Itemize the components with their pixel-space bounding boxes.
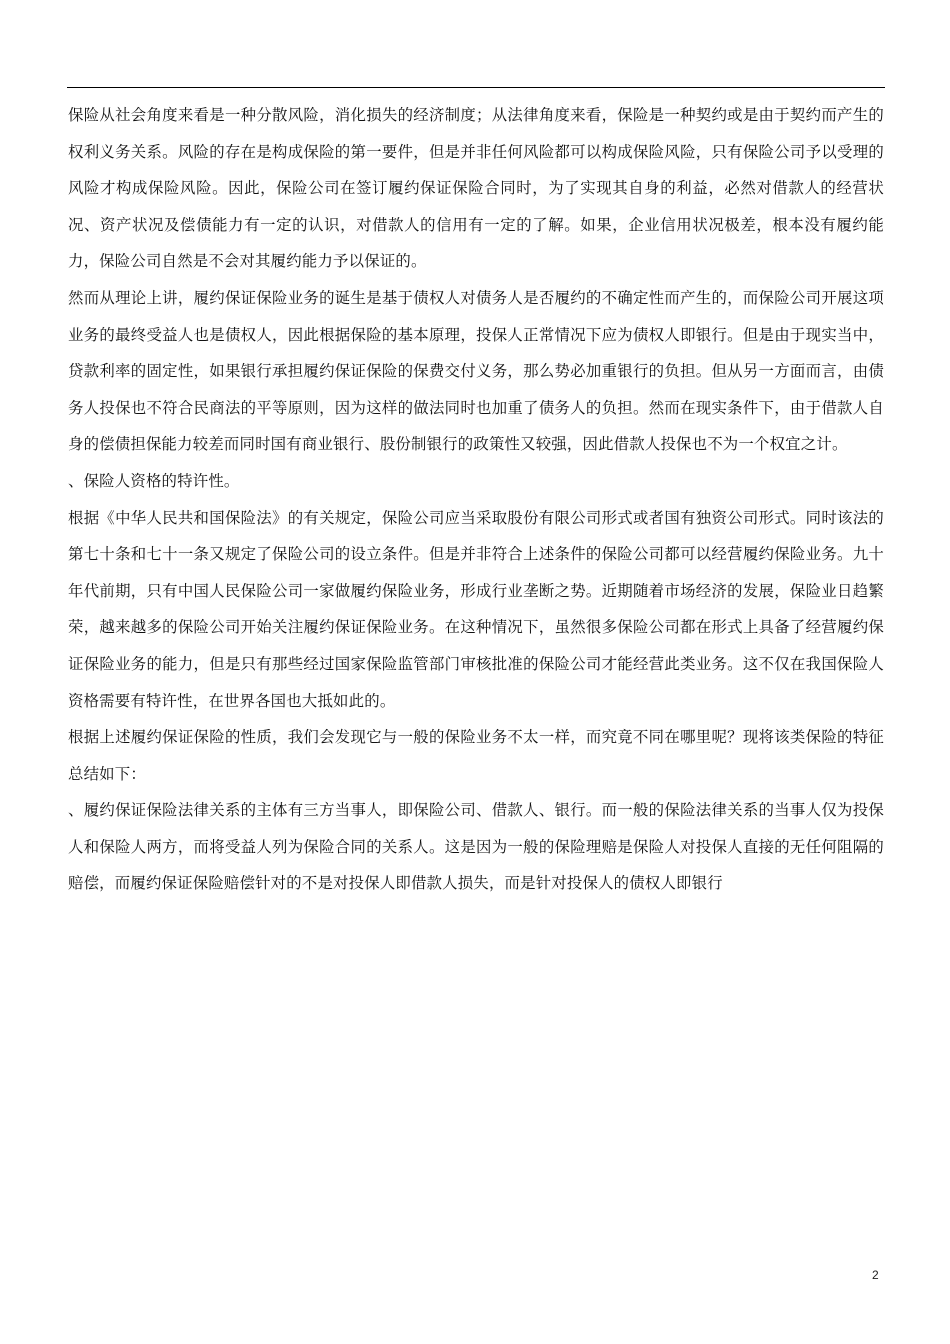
header-rule [67, 87, 885, 88]
paragraph-insurer-qualification-heading: 、保险人资格的特许性。 [68, 471, 240, 490]
page-number: 2 [872, 1268, 879, 1282]
paragraph-insurance-law: 根据《中华人民共和国保险法》的有关规定，保险公司应当采取股份有限公司形式或者国有独资公司形式。同时该法的第七十条和七十一条又规定了保险公司的设立条件。但是并非符合上述条件的保险公司都可以经营履约保险业务。九十年代前期，只有中国人民保险公司一家做履约保险业务，形成行业垄断之势。近期随着市场经济的发展，保险业日趋繁荣，越来越多的保险公司开始关注履约保证保险业务。在这种情况下，虽然很多保险公司都在形式上具备了经营履约保证保险业务的能力，但是只有那些经过国家保险监管部门审核批准的保险公司才能经营此类业务。这不仅在我国保险人资格需要有特许性，在世界各国也大抵如此的。 [68, 508, 884, 710]
document-body [68, 97, 884, 902]
paragraph-policyholder-theory: 然而从理论上讲，履约保证保险业务的诞生是基于债权人对债务人是否履约的不确定性而产生的，而保险公司开展这项业务的最终受益人也是债权人，因此根据保险的基本原理，投保人正常情况下应为债权人即银行。但是由于现实当中，贷款利率的固定性，如果银行承担履约保证保险的保费交付义务，那么势必加重银行的负担。但从另一方面而言，由债务人投保也不符合民商法的平等原则，因为这样的做法同时也加重了债务人的负担。然而在现实条件下，由于借款人自身的偿债担保能力较差而同时国有商业银行、股份制银行的政策性又较强，因此借款人投保也不为一个权宜之计。 [68, 288, 884, 454]
paragraph-three-parties: 、履约保证保险法律关系的主体有三方当事人，即保险公司、借款人、银行。而一般的保险法律关系的当事人仅为投保人和保险人两方，而将受益人列为保险合同的关系人。这是因为一般的保险理赔是保险人对投保人直接的无任何阻隔的赔偿，而履约保证保险赔偿针对的不是对投保人即借款人损失，而是针对投保人的债权人即银行 [68, 801, 884, 893]
paragraph-insurance-definition: 保险从社会角度来看是一种分散风险，消化损失的经济制度；从法律角度来看，保险是一种契约或是由于契约而产生的权利义务关系。风险的存在是构成保险的第一要件，但是并非任何风险都可以构成保险风险，只有保险公司予以受理的风险才构成保险风险。因此，保险公司在签订履约保证保险合同时，为了实现其自身的利益，必然对借款人的经营状况、资产状况及偿债能力有一定的认识，对借款人的信用有一定的了解。如果，企业信用状况极差，根本没有履约能力，保险公司自然是不会对其履约能力予以保证的。 [68, 106, 884, 271]
paragraph-characteristics-intro: 根据上述履约保证保险的性质，我们会发现它与一般的保险业务不太一样，而究竟不同在哪里呢？现将该类保险的特征总结如下： [68, 728, 884, 783]
